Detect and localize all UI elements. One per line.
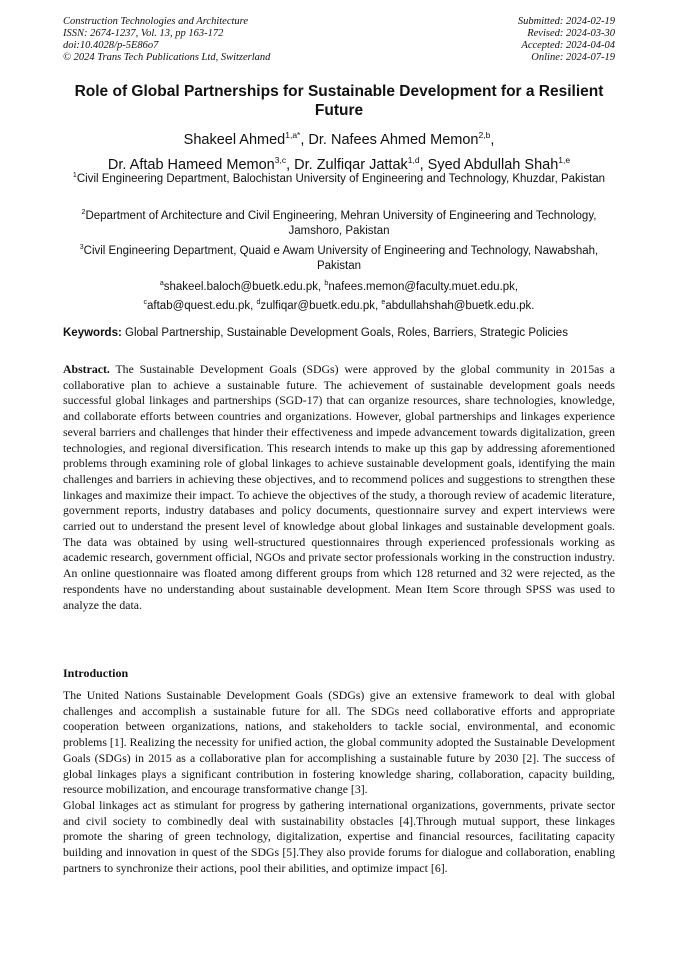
paragraph: Global linkages act as stimulant for progress by gathering international organizations, governments, private sector and civil society to combinedly deal with sustainability obstacles [4].Through mutual support, these linkages promote the sharing of green technology, digitalization, expertise and financial resources, facilitating capacity building and innovation in quest of the SDGs [5].They also provide forums for dialogue and collaboration, enabling partners to synchronize their actions, pool their abilities, and optimize impact [6]. [63,797,615,875]
abstract-label: Abstract. [63,362,110,376]
online-date: Online: 2024-07-19 [531,52,615,63]
affiliation: $^2$Department of Architecture and Civil Engineering, Mehran University of Engineering and Technology, Jamshoro, Pakistan [81,209,597,237]
paper-title: Role of Global Partnerships for Sustainable Development for a Resilient Future [74,83,604,119]
author-emails [60,276,618,314]
copyright: © 2024 Trans Tech Publications Ltd, Switzerland [63,52,271,63]
header-right [518,16,615,64]
email: $^a$shakeel.baloch@buetk.edu.pk, [159,280,325,293]
affiliation: $^3$Civil Engineering Department, Quaid e Awam University of Engineering and Technology, Nawabshah, Pakistan [79,244,599,272]
paragraph: The United Nations Sustainable Development Goals (SDGs) give an extensive framework to deal with global challenges and accomplish a sustainable future for all. The SDGs need collaborative efforts and appropriate cooperation between organizations, nations, and stakeholders to tackle social, environmental, and economic problems [1]. Realizing the necessity for unified action, the global community adopted the Sustainable Development Goals (SDGs) in 2015 as a collaborative plan for accomplishing a sustainable future by 2030 [2]. The success of global linkages plays a significant contribution in fostering knowledge sharing, collaboration, capacity building, resource mobilization, and encourage transformative change [3]. [63,688,615,797]
accepted-date: Accepted: 2024-04-04 [521,40,615,51]
email: $^b$nafees.memon@faculty.muet.edu.pk, [324,280,519,293]
keywords-text: Global Partnership, Sustainable Development Goals, Roles, Barriers, Strategic Policies [125,327,568,339]
keywords [63,326,618,341]
section-heading: Introduction [63,666,129,680]
email: $^e$abdullahshah@buetk.edu.pk. [381,298,535,312]
revised-date: Revised: 2024-03-30 [527,28,615,39]
journal-header [63,16,615,64]
author: Dr. Zulfiqar Jattak$^{1,d}$, [294,154,428,173]
email: $^d$zulfiqar@buetk.edu.pk, [256,298,382,312]
author: Syed Abdullah Shah$^{1,e}$ [427,154,571,173]
keywords-label: Keywords: [63,327,122,339]
abstract [63,362,615,613]
author: Dr. Nafees Ahmed Memon$^{2,b}$, [308,130,495,148]
issn: ISSN: 2674-1237, Vol. 13, pp 163-172 [63,28,224,39]
affiliation: $^1$Civil Engineering Department, Balochistan University of Engineering and Technology, Khuzdar, Pakistan [72,172,606,185]
abstract-text: The Sustainable Development Goals (SDGs) were approved by the global community in 2015as a collaborative plan to achieve a sustainable future. The achievement of sustainable development goals needs successful global linkages and partnerships (SGD-17) that can organize resources, share technologies, knowledge, and collaborate efforts between countries and organizations. However, global partnerships and linkages experience several barriers and challenges that hinder their effectiveness and impede advancement towards digitalization, green technologies, and regional diversification. This research intends to make up this gap by addressing aforementioned problems through examining role of global linkages to achieve sustainable development goals, identifying the main challenges and barriers in achieving these objectives, and to recommend polices and suggestions to strengthen these linkages and maximize their impact. To achieve the objectives of the study, a thorough review of academic literature, government reports, industry databases and policy documents, questionnaire survey and expert interviews were carried out to understand the present level of knowledge about global linkages and sustainable development goals. The data was obtained by using well-structured questionnaires through experienced professionals working as academic research, government official, NGOs and private sector professionals working in the construction industry. An online questionnaire was floated among different groups from which 128 returned and 32 were rejected, as the respondents have no understanding about sustainable development. Mean Item Score through SPSS was used to analyze the data. [63,362,615,612]
doi: doi:10.4028/p-5E86o7 [63,40,159,51]
header-left [63,16,270,64]
introduction-body [63,688,615,876]
journal-name: Construction Technologies and Architecture [63,16,249,27]
author: Shakeel Ahmed$^{1,a*}$, [183,130,309,148]
author: Dr. Aftab Hameed Memon$^{3,c}$, [107,154,295,173]
email: $^c$aftab@quest.edu.pk, [143,298,257,312]
submitted-date: Submitted: 2024-02-19 [517,16,615,27]
